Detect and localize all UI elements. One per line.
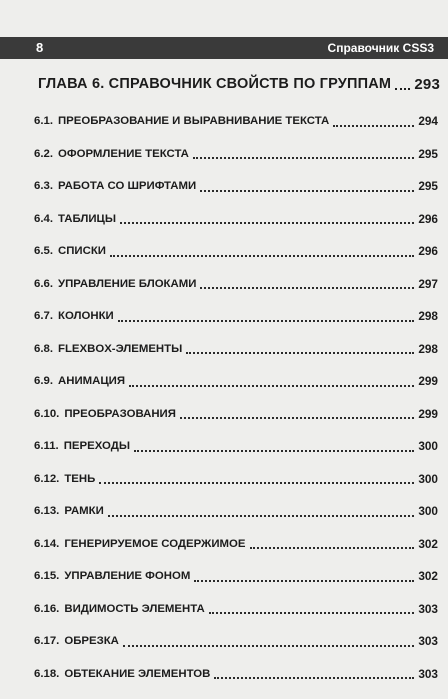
toc-entry-title: ОБРЕЗКА	[64, 635, 119, 648]
toc-entry-number: 6.9.	[34, 375, 53, 388]
dot-leader	[123, 636, 414, 647]
chapter-heading[interactable]	[38, 71, 440, 97]
toc-entry-number: 6.10.	[34, 407, 60, 420]
toc-entry[interactable]	[34, 268, 438, 301]
toc-entry-title: ОБТЕКАНИЕ ЭЛЕМЕНТОВ	[64, 667, 211, 680]
toc-entry-number: 6.11.	[34, 440, 59, 453]
toc-entry-number: 6.8.	[34, 342, 53, 355]
toc-entry[interactable]	[34, 105, 438, 138]
toc-entry-title: ПЕРЕХОДЫ	[63, 440, 130, 453]
toc-entry-page: 298	[418, 341, 438, 356]
toc-entry[interactable]	[34, 593, 438, 626]
toc-entry-title: РАМКИ	[64, 505, 104, 518]
page-number: 8	[36, 40, 44, 55]
dot-leader	[333, 116, 414, 127]
toc-entry-number: 6.15.	[34, 570, 60, 583]
toc-entry-number: 6.14.	[34, 537, 60, 550]
dot-leader	[134, 441, 414, 452]
toc-entry-title: ВИДИМОСТЬ ЭЛЕМЕНТА	[64, 602, 205, 615]
toc-entry[interactable]	[34, 658, 438, 691]
toc-entry-title: ТАБЛИЦЫ	[58, 212, 117, 225]
dot-leader	[99, 473, 414, 484]
toc-entry[interactable]	[34, 528, 438, 561]
toc-entry[interactable]	[34, 625, 438, 658]
toc-entry-page: 294	[418, 114, 438, 129]
toc-entry-title: СПИСКИ	[58, 245, 106, 258]
dot-leader	[200, 278, 414, 289]
toc-entry[interactable]	[34, 170, 438, 203]
toc-entry-title: ПРЕОБРАЗОВАНИЕ И ВЫРАВНИВАНИЕ ТЕКСТА	[58, 115, 330, 128]
toc-entry-title: ОФОРМЛЕНИЕ ТЕКСТА	[58, 147, 189, 160]
toc-entry[interactable]	[34, 333, 438, 366]
dot-leader	[214, 668, 414, 679]
toc-entry-title: ПРЕОБРАЗОВАНИЯ	[64, 407, 176, 420]
toc-entry-page: 302	[418, 536, 438, 551]
dot-leader	[110, 246, 414, 257]
toc-entry-title: КОЛОНКИ	[58, 310, 114, 323]
toc-list	[34, 105, 438, 690]
toc-entry-page: 303	[418, 634, 438, 649]
dot-leader	[180, 408, 414, 419]
toc-entry-page: 300	[418, 471, 438, 486]
toc-entry-title: ГЕНЕРИРУЕМОЕ СОДЕРЖИМОЕ	[64, 537, 246, 550]
dot-leader	[120, 213, 414, 224]
toc-entry-number: 6.4.	[34, 212, 53, 225]
toc-entry-page: 296	[418, 211, 438, 226]
toc-entry[interactable]	[34, 300, 438, 333]
toc-entry-title: АНИМАЦИЯ	[58, 375, 126, 388]
toc-entry-page: 300	[418, 439, 438, 454]
toc-entry-number: 6.12.	[34, 472, 60, 485]
dot-leader	[250, 538, 415, 549]
chapter-page: 293	[414, 75, 440, 93]
toc-entry[interactable]	[34, 430, 438, 463]
toc-entry-number: 6.1.	[34, 115, 53, 128]
toc-entry[interactable]	[34, 560, 438, 593]
toc-entry[interactable]	[34, 138, 438, 171]
toc-entry-page: 296	[418, 244, 438, 259]
toc-entry-title: ТЕНЬ	[64, 472, 96, 485]
toc-entry-page: 297	[418, 276, 438, 291]
toc-entry-number: 6.7.	[34, 310, 53, 323]
dot-leader	[209, 603, 415, 614]
toc-entry-title: FLEXBOX-ЭЛЕМЕНТЫ	[58, 342, 183, 355]
toc-entry-number: 6.6.	[34, 277, 53, 290]
dot-leader	[186, 343, 414, 354]
dot-leader	[108, 506, 415, 517]
toc-entry-page: 299	[418, 406, 438, 421]
chapter-title: ГЛАВА 6. СПРАВОЧНИК СВОЙСТВ ПО ГРУППАМ	[38, 76, 392, 92]
toc-entry-number: 6.16.	[34, 602, 60, 615]
dot-leader	[193, 148, 414, 159]
toc-entry-number: 6.17.	[34, 635, 60, 648]
dot-leader	[118, 311, 415, 322]
toc-entry-page: 295	[418, 146, 438, 161]
dot-leader	[200, 181, 414, 192]
dot-leader	[194, 571, 414, 582]
toc-entry-number: 6.13.	[34, 505, 60, 518]
dot-leader	[395, 78, 410, 90]
toc-entry-page: 303	[418, 601, 438, 616]
running-title: Справочник CSS3	[327, 41, 434, 55]
toc-entry-page: 300	[418, 504, 438, 519]
toc-entry-page: 303	[418, 666, 438, 681]
toc-entry[interactable]	[34, 495, 438, 528]
toc-entry-title: УПРАВЛЕНИЕ БЛОКАМИ	[58, 277, 197, 290]
page-header	[0, 0, 448, 64]
toc-entry-number: 6.2.	[34, 147, 53, 160]
toc-entry-page: 295	[418, 179, 438, 194]
toc-entry[interactable]	[34, 365, 438, 398]
toc-entry-page: 302	[418, 569, 438, 584]
toc-entry-number: 6.3.	[34, 180, 53, 193]
toc-entry[interactable]	[34, 235, 438, 268]
toc-entry[interactable]	[34, 463, 438, 496]
toc-entry[interactable]	[34, 203, 438, 236]
toc-entry-title: УПРАВЛЕНИЕ ФОНОМ	[64, 570, 191, 583]
dot-leader	[129, 376, 414, 387]
toc-entry-number: 6.18.	[34, 667, 60, 680]
toc-entry-title: РАБОТА СО ШРИФТАМИ	[58, 180, 197, 193]
toc-entry-page: 299	[418, 374, 438, 389]
toc-entry-number: 6.5.	[34, 245, 53, 258]
toc-entry-page: 298	[418, 309, 438, 324]
toc-entry[interactable]	[34, 398, 438, 431]
